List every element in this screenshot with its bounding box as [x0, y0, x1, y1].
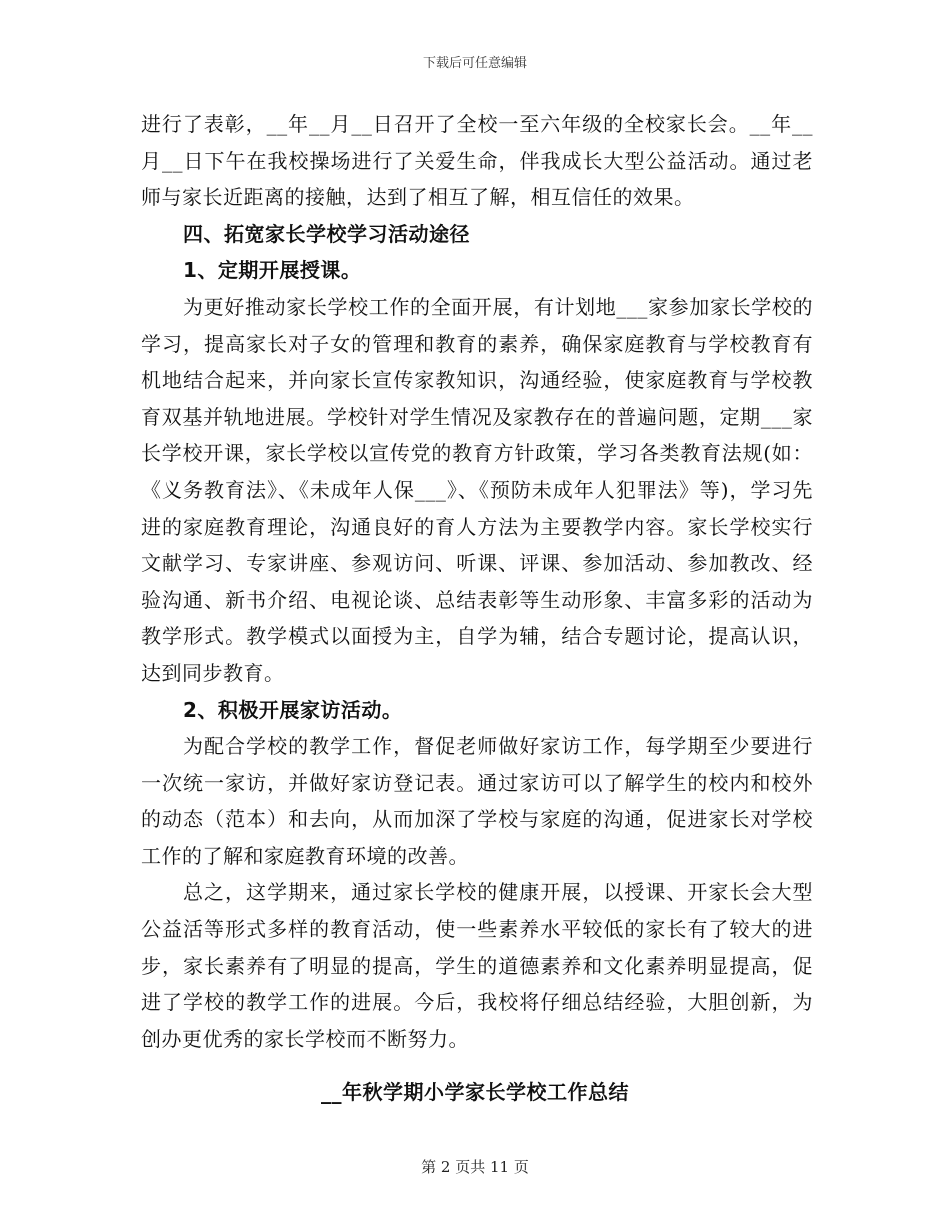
paragraph-regular-classes: 为更好推动家长学校工作的全面开展，有计划地___家参加家长学校的学习，提高家长对子女的管理和教育的素养，确保家庭教育与学校教育有机地结合起来，并向家长宣传家教知识，沟通经验，使家庭教育与学校教育双基并轨地进展。学校针对学生情况及家教存在的普遍问题，定期___家长学校开课，家长学校以宣传党的教育方针政策，学习各类教育法规(如：《义务教育法》、《未成年人保___》、《预防未成年人犯罪法》等)，学习先进的家庭教育理论，沟通良好的育人方法为主要教学内容。家长学校实行文献学习、专家讲座、参观访问、听课、评课、参加活动、参加教改、经验沟通、新书介绍、电视论谈、总结表彰等生动形象、丰富多彩的活动为教学形式。教学模式以面授为主，自学为辅，结合专题讨论，提高认识，达到同步教育。 — [141, 294, 813, 685]
page-footer: 第 2 页共 11 页 — [421, 1158, 529, 1176]
subheading-home-visits: 2、积极开展家访活动。 — [183, 697, 403, 722]
next-document-title: __年秋学期小学家长学校工作总结 — [321, 1080, 629, 1104]
subheading-regular-classes: 1、定期开展授课。 — [183, 258, 362, 283]
paragraph-conclusion: 总之，这学期来，通过家长学校的健康开展，以授课、开家长会大型公益活等形式多样的教育活动，使一些素养水平较低的家长有了较大的进步，家长素养有了明显的提高，学生的道德素养和文化素养明显提高，促进了学校的教学工作的进展。今后，我校将仔细总结经验，大胆创新，为创办更优秀的家长学校而不断努力。 — [141, 880, 813, 1051]
section-heading-4: 四、拓宽家长学校学习活动途径 — [183, 221, 470, 246]
document-body — [141, 106, 813, 1057]
paragraph-continuation: 进行了表彰，__年__月__日召开了全校一至六年级的全校家长会。__年__月__日下午在我校操场进行了关爱生命，伴我成长大型公益活动。通过老师与家长近距离的接触，达到了相互了解，相互信任的效果。 — [141, 112, 813, 210]
page-header: 下载后可任意编辑 — [422, 56, 527, 71]
paragraph-home-visits: 为配合学校的教学工作，督促老师做好家访工作，每学期至少要进行一次统一家访，并做好家访登记表。通过家访可以了解学生的校内和校外的动态（范本）和去向，从而加深了学校与家庭的沟通，促进家长对学校工作的了解和家庭教育环境的改善。 — [141, 734, 813, 868]
